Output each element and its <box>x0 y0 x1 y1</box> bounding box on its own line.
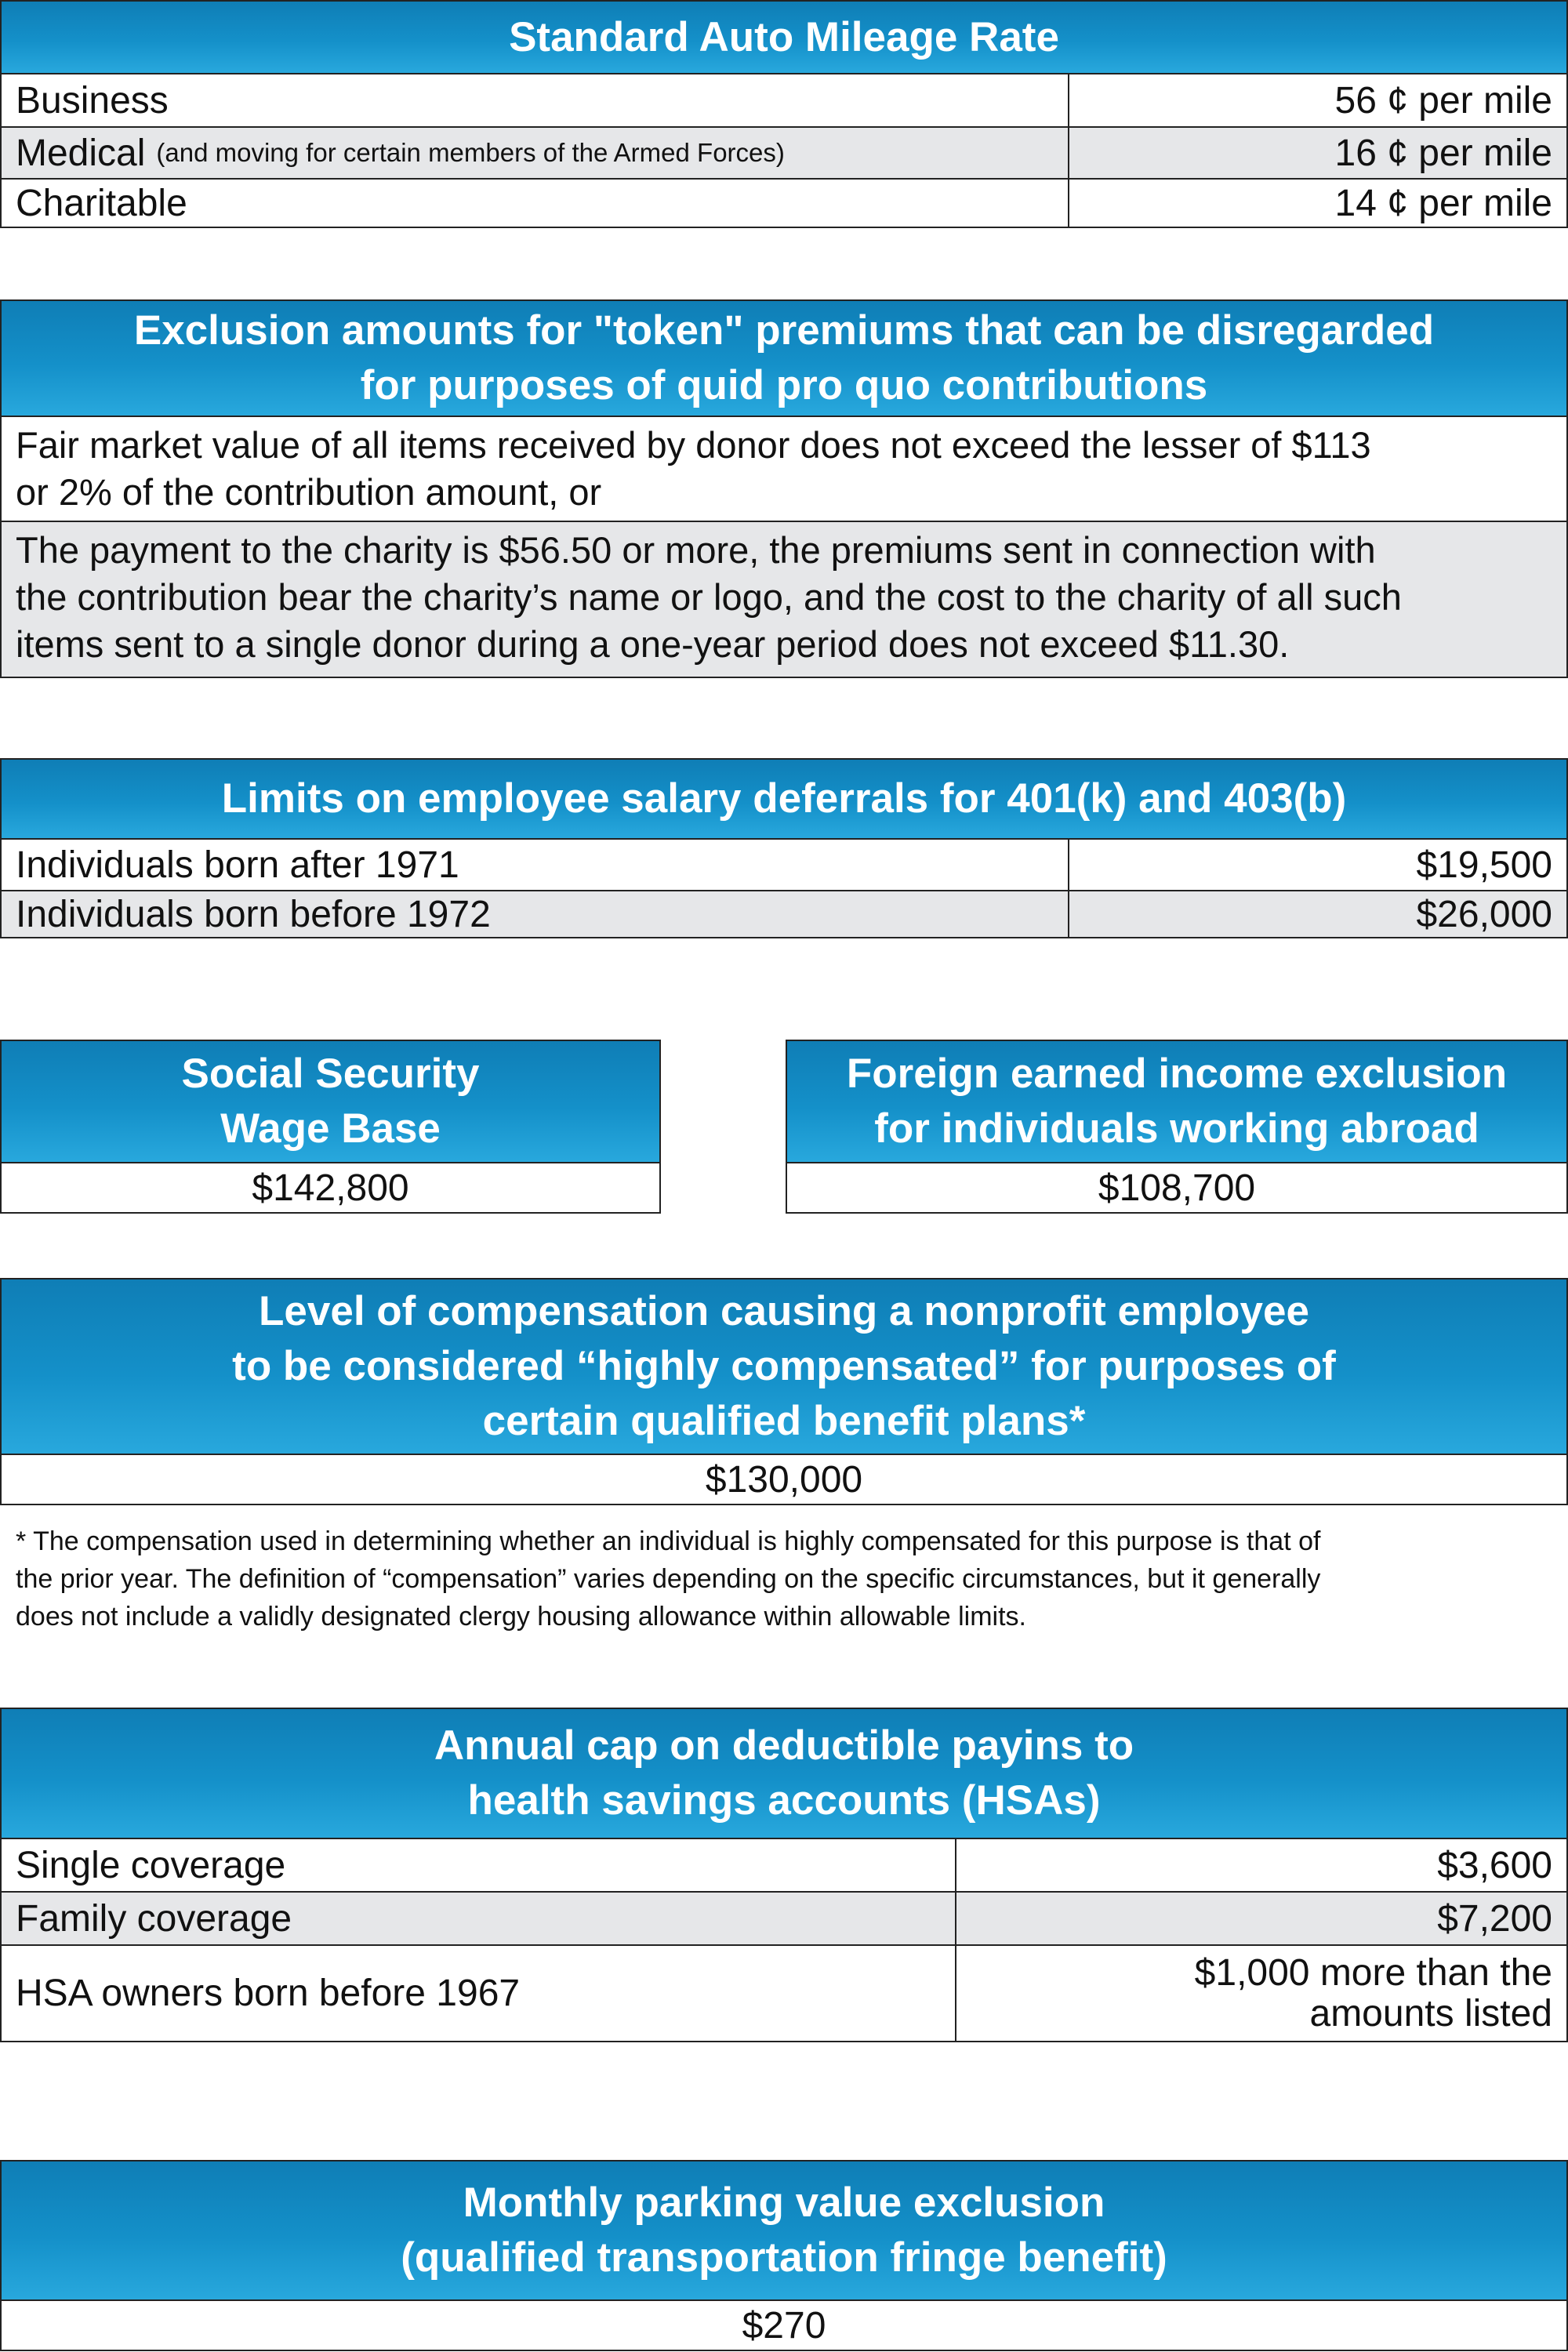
deferrals-title <box>2 760 1566 840</box>
footnote-line: * The compensation used in determining whether an individual is highly compensated for this purpose is that of <box>16 1526 1321 1556</box>
token-premiums-table <box>0 299 1568 678</box>
hsa-title-line-2: health savings accounts (HSAs) <box>467 1777 1101 1824</box>
table-row <box>2 1839 1566 1891</box>
table-row <box>2 126 1566 178</box>
hsa-value-single: $3,600 <box>1437 1844 1552 1886</box>
table-row <box>2 840 1566 890</box>
foreign-income-value: $108,700 <box>1098 1167 1256 1209</box>
compensation-title-line-1: Level of compensation causing a nonprofit employee <box>259 1288 1309 1334</box>
mileage-title-text: Standard Auto Mileage Rate <box>509 13 1059 60</box>
parking-title <box>2 2161 1566 2301</box>
table-row <box>2 74 1566 126</box>
compensation-title <box>2 1279 1566 1455</box>
hsa-value-born-before-1967-line-2: amounts listed <box>1309 1992 1552 2034</box>
parking-title-line-2: (qualified transportation fringe benefit) <box>401 2234 1167 2281</box>
mileage-label-business: Business <box>16 79 169 122</box>
social-security-title <box>2 1041 659 1163</box>
mileage-label-charitable: Charitable <box>16 182 187 224</box>
token-item-2-line: items sent to a single donor during a one-year period does not exceed $11.30. <box>16 623 1290 665</box>
parking-value: $270 <box>742 2304 826 2347</box>
hsa-label-family: Family coverage <box>16 1897 292 1940</box>
deferrals-value-after-1971: $19,500 <box>1416 844 1552 886</box>
foreign-income-title-line-1: Foreign earned income exclusion <box>846 1051 1508 1097</box>
token-title <box>2 301 1566 417</box>
mileage-value-medical: 16 ¢ per mile <box>1334 132 1552 174</box>
token-item-2-line: the contribution bear the charity’s name or logo, and the cost to the charity of all such <box>16 576 1402 618</box>
table-row <box>2 1944 1566 2041</box>
token-item-2-line: The payment to the charity is $56.50 or more, the premiums sent in connection with <box>16 529 1376 571</box>
token-title-line-2: for purposes of quid pro quo contributions <box>360 362 1208 408</box>
deferrals-value-before-1972: $26,000 <box>1416 893 1552 935</box>
deferrals-title-text: Limits on employee salary deferrals for 401(k) and 403(b) <box>221 775 1347 822</box>
compensation-title-line-2: to be considered “highly compensated” for purposes of <box>232 1343 1336 1389</box>
token-item-2 <box>2 521 1566 677</box>
social-security-title-line-2: Wage Base <box>220 1105 441 1152</box>
social-security-box <box>0 1040 661 1214</box>
token-item-1 <box>2 417 1566 521</box>
mileage-value-charitable: 14 ¢ per mile <box>1334 182 1552 224</box>
table-row <box>2 178 1566 227</box>
token-title-line-1: Exclusion amounts for "token" premiums that can be disregarded <box>133 307 1435 354</box>
hsa-title <box>2 1709 1566 1839</box>
hsa-label-born-before-1967: HSA owners born before 1967 <box>16 1973 521 2014</box>
hsa-value-family: $7,200 <box>1437 1897 1552 1940</box>
parking-box <box>0 2160 1568 2351</box>
mileage-table <box>0 0 1568 228</box>
token-item-1-line: or 2% of the contribution amount, or <box>16 471 602 513</box>
compensation-value: $130,000 <box>705 1458 863 1501</box>
footnote-line: does not include a validly designated clergy housing allowance within allowable limits. <box>16 1602 1026 1632</box>
deferrals-label-after-1971: Individuals born after 1971 <box>16 844 459 886</box>
foreign-income-box <box>786 1040 1568 1214</box>
hsa-value-born-before-1967-line-1: $1,000 more than the <box>1194 1951 1552 1994</box>
mileage-value-business: 56 ¢ per mile <box>1334 79 1552 122</box>
table-row <box>2 890 1566 937</box>
table-row <box>2 1891 1566 1944</box>
social-security-title-line-1: Social Security <box>181 1051 480 1097</box>
token-item-1-line: Fair market value of all items received by donor does not exceed the lesser of $113 <box>16 424 1371 466</box>
deferrals-label-before-1972: Individuals born before 1972 <box>16 893 491 935</box>
compensation-title-line-3: certain qualified benefit plans* <box>482 1398 1086 1444</box>
foreign-income-title <box>787 1041 1566 1163</box>
hsa-table <box>0 1708 1568 2042</box>
hsa-title-line-1: Annual cap on deductible payins to <box>434 1722 1134 1769</box>
social-security-value: $142,800 <box>252 1167 409 1209</box>
deferrals-table <box>0 758 1568 938</box>
foreign-income-title-line-2: for individuals working abroad <box>874 1105 1479 1152</box>
compensation-footnote <box>16 1523 1552 1635</box>
mileage-note-medical: (and moving for certain members of the Armed Forces) <box>156 138 785 167</box>
mileage-label-medical: Medical <box>16 132 146 174</box>
footnote-line: the prior year. The definition of “compensation” varies depending on the specific circumstances, but it generally <box>16 1564 1321 1594</box>
hsa-label-single: Single coverage <box>16 1844 286 1886</box>
parking-title-line-1: Monthly parking value exclusion <box>463 2180 1105 2226</box>
mileage-title <box>2 2 1566 74</box>
compensation-box <box>0 1278 1568 1505</box>
